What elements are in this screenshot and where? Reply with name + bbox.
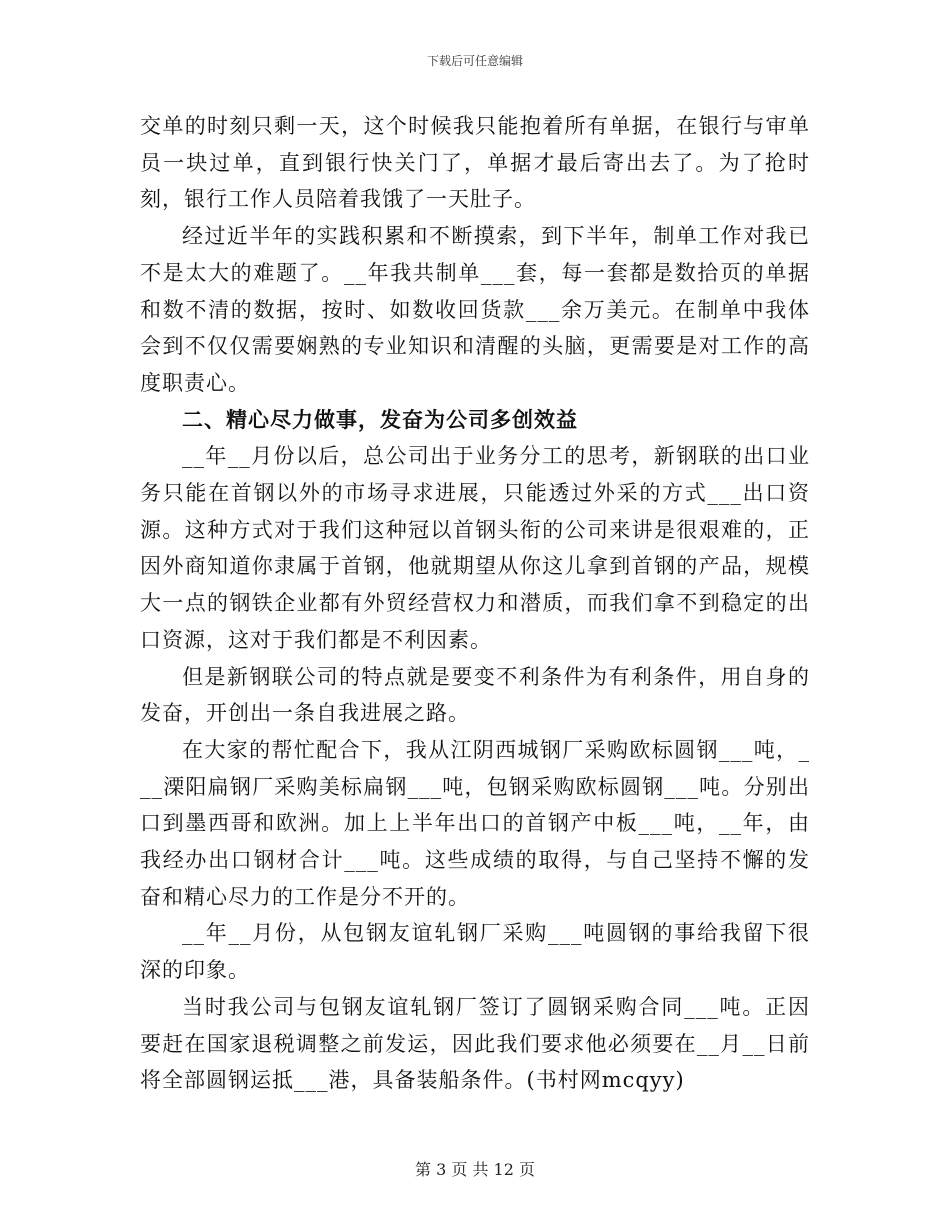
paragraph-6: __年__月份，从包钢友谊轧钢厂采购___吨圆钢的事给我留下很深的印象。: [140, 921, 810, 983]
page-header: 下载后可任意编辑: [426, 54, 523, 68]
paragraph-5: 在大家的帮忙配合下，我从江阴西城钢厂采购欧标圆钢___吨，___溧阳扁钢厂采购美标扁钢___吨，包钢采购欧标圆钢___吨。分别出口到墨西哥和欧洲。加上上半年出口的首钢产中板___吨，__年，由我经办出口钢材合计___吨。这些成绩的取得，与自己坚持不懈的发奋和精心尽力的工作是分不开的。: [140, 737, 810, 909]
paragraph-3: __年__月份以后，总公司出于业务分工的思考，新钢联的出口业务只能在首钢以外的市场寻求进展，只能透过外采的方式___出口资源。这种方式对于我们这种冠以首钢头衔的公司来讲是很艰难的，正因外商知道你隶属于首钢，他就期望从你这儿拿到首钢的产品，规模大一点的钢铁企业都有外贸经营权力和潜质，而我们拿不到稳定的出口资源，这对于我们都是不利因素。: [140, 444, 810, 652]
paragraph-7: 当时我公司与包钢友谊轧钢厂签订了圆钢采购合同___吨。正因要赶在国家退税调整之前发运，因此我们要求他必须要在__月__日前将全部圆钢运抵___港，具备装船条件。(书村网mcqyy): [140, 994, 810, 1093]
document-body: [140, 108, 810, 1099]
paragraph-2: 经过近半年的实践积累和不断摸索，到下半年，制单工作对我已不是太大的难题了。__年我共制单___套，每一套都是数拾页的单据和数不清的数据，按时、如数收回货款___余万美元。在制单中我体会到不仅仅需要娴熟的专业知识和清醒的头脑，更需要是对工作的高度职责心。: [140, 224, 810, 395]
page-footer: 第 3 页 共 12 页: [415, 1160, 535, 1179]
section-heading: 二、精心尽力做事，发奋为公司多创效益: [182, 406, 578, 432]
paragraph-1: 交单的时刻只剩一天，这个时候我只能抱着所有单据，在银行与审单员一块过单，直到银行快关门了，单据才最后寄出去了。为了抢时刻，银行工作人员陪着我饿了一天肚子。: [140, 114, 810, 212]
paragraph-4: 但是新钢联公司的特点就是要变不利条件为有利条件，用自身的发奋，开创出一条自我进展之路。: [140, 664, 810, 726]
